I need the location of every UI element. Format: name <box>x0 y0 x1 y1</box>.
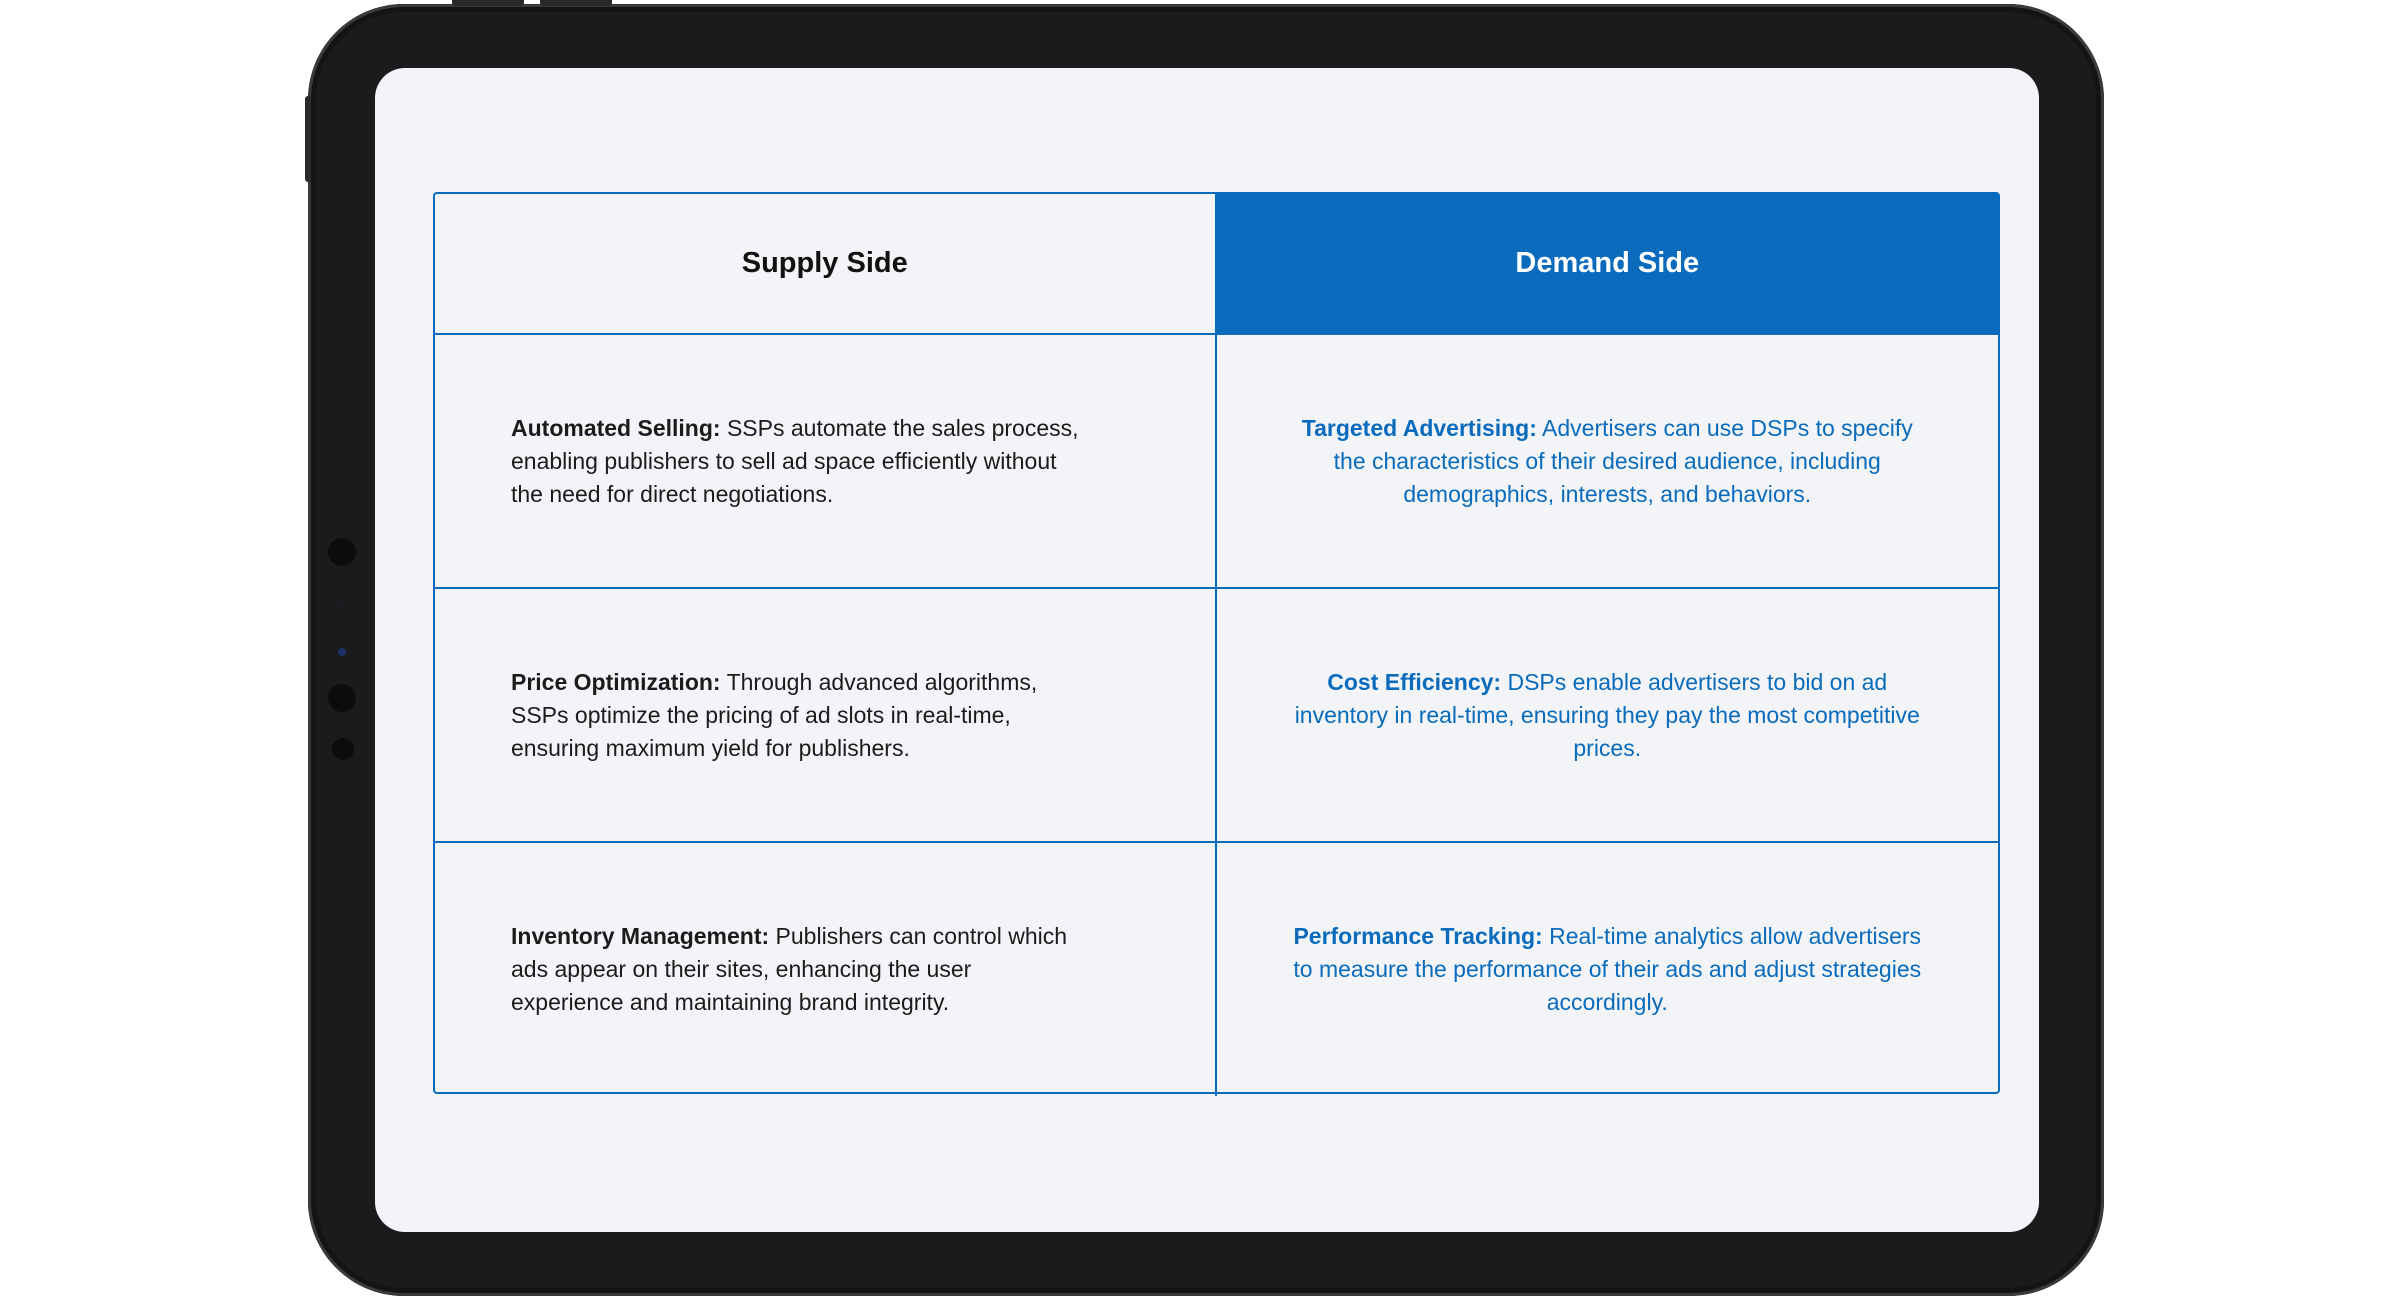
cell-description: SSPs automate the sales process, enabling publishers to sell ad space efficiently without the need for direct negotiations. <box>511 414 1079 507</box>
supply-cell-automated-selling <box>435 335 1217 589</box>
volume-button <box>540 0 612 6</box>
camera-sensor <box>328 684 356 712</box>
supply-side-header <box>435 194 1217 335</box>
supply-side-title: Supply Side <box>741 247 908 279</box>
demand-cell-performance-tracking <box>1217 843 1999 1096</box>
volume-button <box>452 0 524 6</box>
cell-description: Real-time analytics allow advertisers to measure the performance of their ads and adjust strategies accordingly. <box>1293 923 1922 1015</box>
cell-description: Advertisers can use DSPs to specify the characteristics of their desired audience, including demographics, interests, and behaviors. <box>1333 414 1913 507</box>
cell-title: Cost Efficiency: <box>1327 668 1502 695</box>
power-button <box>305 96 311 182</box>
camera-sensor <box>338 600 344 606</box>
tablet-screen <box>375 68 2039 1232</box>
cell-description: Publishers can control which ads appear on their sites, enhancing the user experience and maintaining brand integrity. <box>511 923 1068 1015</box>
cell-description: DSPs enable advertisers to bid on ad inventory in real-time, ensuring they pay the most competitive prices. <box>1294 668 1920 761</box>
supply-cell-inventory-management <box>435 843 1217 1096</box>
cell-description: Through advanced algorithms, SSPs optimize the pricing of ad slots in real-time, ensuring maximum yield for publishers. <box>511 668 1038 761</box>
comparison-table <box>433 192 2000 1094</box>
camera-sensor <box>332 738 354 760</box>
demand-cell-targeted-advertising <box>1217 335 1999 589</box>
cell-title: Inventory Management: <box>511 923 770 949</box>
cell-title: Price Optimization: <box>511 668 721 695</box>
cell-title: Performance Tracking: <box>1293 923 1543 949</box>
camera-sensor <box>328 538 356 566</box>
cell-title: Automated Selling: <box>511 414 721 441</box>
cell-title: Targeted Advertising: <box>1301 414 1537 441</box>
supply-cell-price-optimization <box>435 589 1217 843</box>
demand-side-header <box>1217 194 1999 335</box>
camera-lens <box>338 648 346 656</box>
demand-side-title: Demand Side <box>1515 247 1700 279</box>
demand-cell-cost-efficiency <box>1217 589 1999 843</box>
